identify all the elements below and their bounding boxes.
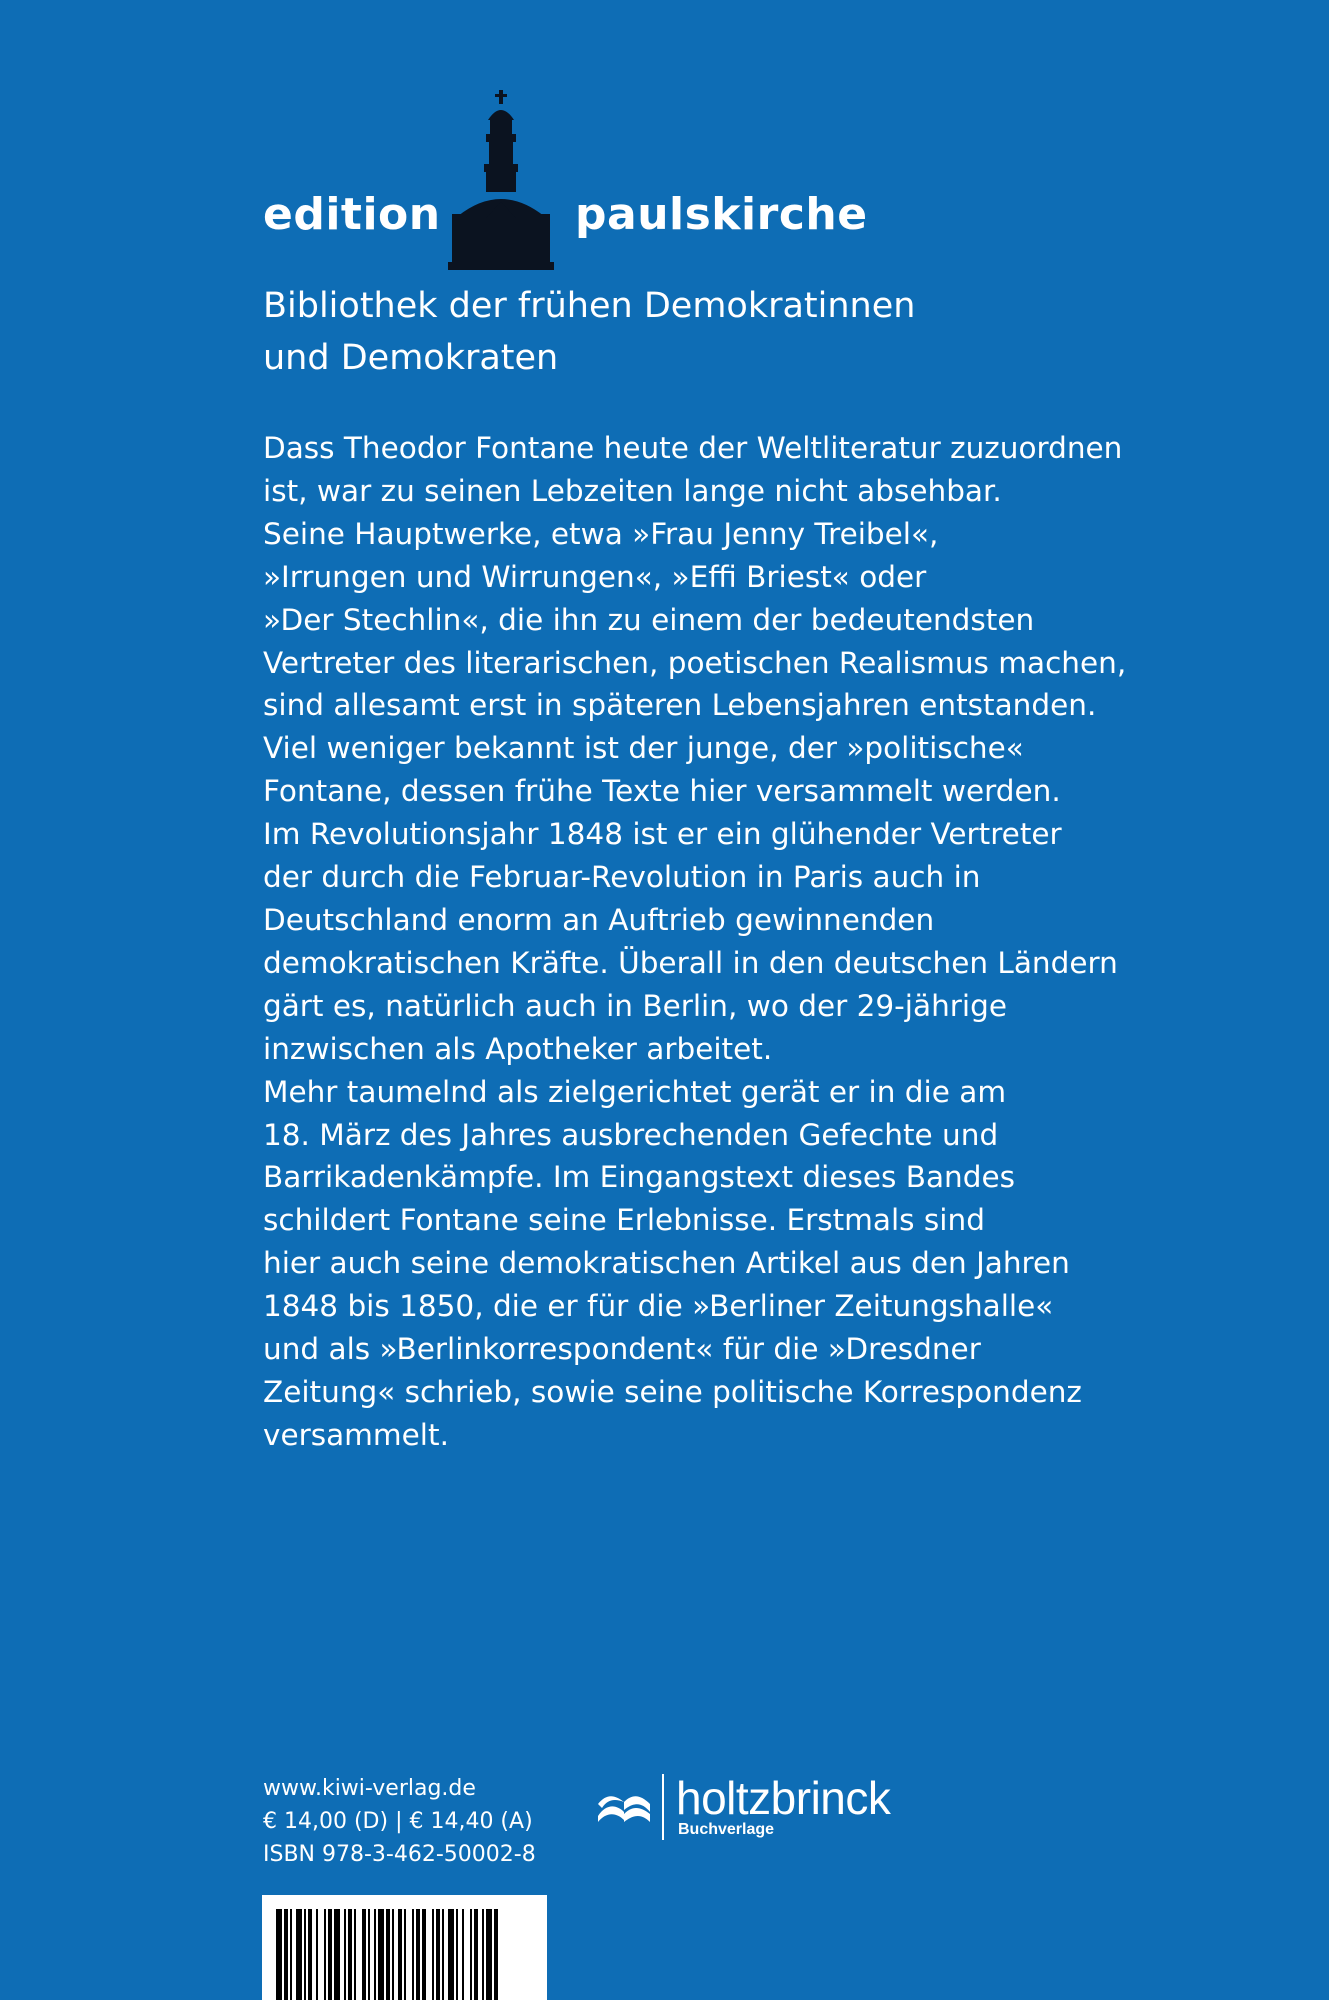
barcode-bar [456, 1909, 458, 2000]
barcode-bar [284, 1909, 288, 2000]
barcode-bar [448, 1909, 454, 2000]
blurb-line: Barrikadenkämpfe. Im Eingangstext dieses Bandes [263, 1160, 1015, 1195]
blurb-text [263, 427, 1263, 1457]
blurb-line: und als »Berlinkorrespondent« für die »Dresdner [263, 1332, 981, 1367]
barcode-bar [462, 1909, 464, 2000]
barcode-bar [398, 1909, 402, 2000]
barcode-bar [324, 1909, 326, 2000]
barcode-bar [368, 1909, 370, 2000]
barcode-bar [432, 1909, 434, 2000]
blurb-line: ist, war zu seinen Lebzeiten lange nicht absehbar. [263, 473, 1002, 508]
series-word-edition: edition [263, 189, 441, 240]
blurb-line: Im Revolutionsjahr 1848 ist er ein glühender Vertreter [263, 817, 1062, 852]
blurb-line: schildert Fontane seine Erlebnisse. Erstmals sind [263, 1203, 985, 1238]
barcode-bar [308, 1909, 312, 2000]
barcode-bar [348, 1909, 352, 2000]
blurb-line: Vertreter des literarischen, poetischen Realismus machen, [263, 645, 1127, 680]
blurb-line: »Der Stechlin«, die ihn zu einem der bedeutendsten [263, 602, 1035, 637]
barcode-bar [296, 1909, 302, 2000]
blurb-line: der durch die Februar-Revolution in Paris auch in [263, 860, 981, 895]
barcode-bar [412, 1909, 414, 2000]
blurb-line: inzwischen als Apotheker arbeitet. [263, 1031, 773, 1066]
barcode-bar [494, 1909, 498, 2000]
publisher-website: www.kiwi-verlag.de [263, 1776, 476, 1801]
barcode-bar [304, 1909, 306, 2000]
barcode-bar [378, 1909, 384, 2000]
barcode-bar [422, 1909, 426, 2000]
blurb-line: Viel weniger bekannt ist der junge, der »politische« [263, 731, 1024, 766]
blurb-line: Mehr taumelnd als zielgerichtet gerät er in die am [263, 1074, 1007, 1109]
barcode-bar [474, 1909, 478, 2000]
barcode-bar [436, 1909, 440, 2000]
blurb-line: sind allesamt erst in späteren Lebensjahren entstanden. [263, 688, 1097, 723]
barcode-bar [442, 1909, 444, 2000]
barcode-bar [362, 1909, 366, 2000]
barcode-bar [354, 1909, 356, 2000]
blurb-line: Deutschland enorm an Auftrieb gewinnenden [263, 902, 935, 937]
blurb-line: Zeitung« schrieb, sowie seine politische Korrespondenz [263, 1374, 1082, 1409]
blurb-line: Seine Hauptwerke, etwa »Frau Jenny Treibel«, [263, 516, 939, 551]
blurb-line: 1848 bis 1850, die er für die »Berliner Zeitungshalle« [263, 1289, 1054, 1324]
barcode-bar [334, 1909, 340, 2000]
subtitle-line: Bibliothek der frühen Demokratinnen [263, 286, 916, 326]
barcode-bar [416, 1909, 420, 2000]
barcode-bar [344, 1909, 346, 2000]
barcode-bar [328, 1909, 332, 2000]
barcode-icon [262, 1895, 547, 2000]
holtzbrinck-wave-icon [598, 1790, 650, 1822]
blurb-line: versammelt. [263, 1417, 449, 1452]
blurb-line: gärt es, natürlich auch in Berlin, wo der 29-jährige [263, 988, 1007, 1023]
barcode-bar [404, 1909, 406, 2000]
publisher-subname: Buchverlage [678, 1821, 775, 1838]
blurb-line: »Irrungen und Wirrungen«, »Effi Briest« oder [263, 559, 927, 594]
blurb-line: Dass Theodor Fontane heute der Weltliteratur zuzuordnen [263, 431, 1123, 465]
barcode-bar [470, 1909, 472, 2000]
series-logo [263, 90, 868, 280]
subtitle-line: und Demokraten [263, 338, 559, 378]
barcode-bars [262, 1895, 547, 2000]
barcode-bar [392, 1909, 394, 2000]
price: € 14,00 (D) | € 14,40 (A) [263, 1809, 533, 1834]
series-word-paulskirche: paulskirche [575, 189, 868, 240]
series-subtitle [263, 280, 1163, 384]
publisher-name: holtzbrinck [676, 1772, 891, 1824]
book-info [263, 1772, 583, 1871]
barcode-bar [374, 1909, 376, 2000]
blurb-line: 18. März des Jahres ausbrechenden Gefechte und [263, 1117, 999, 1152]
church-tower-icon [446, 90, 556, 275]
publisher-divider [662, 1774, 664, 1840]
barcode-bar [482, 1909, 484, 2000]
barcode-bar [386, 1909, 390, 2000]
barcode-bar [290, 1909, 292, 2000]
blurb-line: hier auch seine demokratischen Artikel aus den Jahren [263, 1246, 1070, 1281]
blurb-line: demokratischen Kräfte. Überall in den deutschen Ländern [263, 945, 1118, 980]
barcode-bar [276, 1909, 282, 2000]
blurb-line: Fontane, dessen frühe Texte hier versammelt werden. [263, 774, 1061, 809]
isbn: ISBN 978-3-462-50002-8 [263, 1842, 536, 1867]
publisher-logo [598, 1772, 958, 1842]
barcode-bar [316, 1909, 318, 2000]
barcode-bar [486, 1909, 492, 2000]
